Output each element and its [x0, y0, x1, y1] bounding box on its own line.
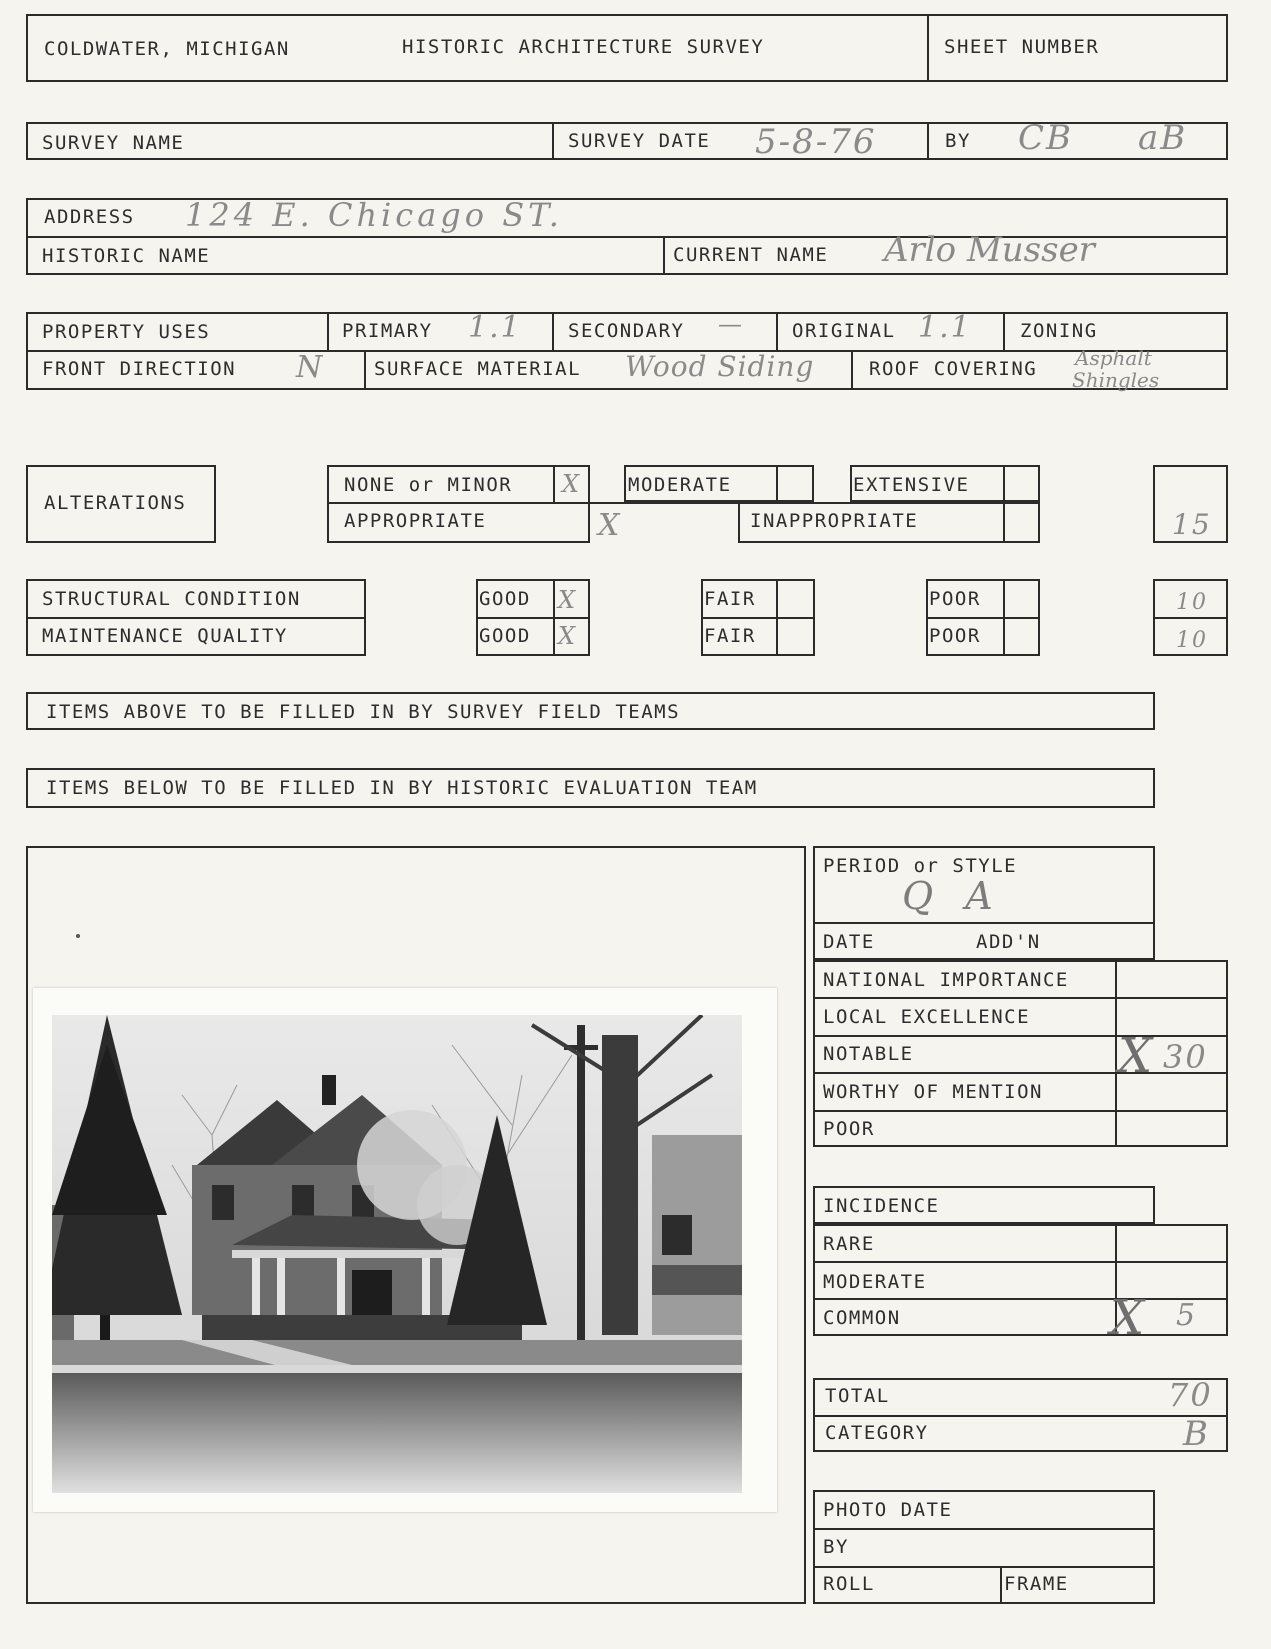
survey-date-value: 5-8-76	[755, 122, 877, 162]
roof-covering-label: ROOF COVERING	[869, 358, 1038, 380]
structural-score: 10	[1176, 590, 1208, 615]
prop-div-roof	[851, 350, 853, 390]
extensive-label: EXTENSIVE	[853, 474, 970, 496]
none-minor-label: NONE or MINOR	[344, 474, 513, 496]
importance-line-1	[813, 997, 1228, 999]
secondary-label: SECONDARY	[568, 320, 685, 342]
frame-divider	[1000, 1566, 1002, 1604]
category-label: CATEGORY	[825, 1422, 929, 1444]
prop-div-zoning	[1003, 312, 1005, 350]
poor-label-2: POOR	[929, 625, 981, 647]
moderate-incidence-label: MODERATE	[823, 1271, 927, 1293]
none-minor-check-divider	[553, 465, 555, 502]
survey-date-label: SURVEY DATE	[568, 130, 711, 152]
zoning-label: ZONING	[1020, 320, 1098, 342]
structural-mark: X	[558, 586, 578, 614]
period-date-line	[813, 922, 1155, 924]
prop-div-secondary	[552, 312, 554, 350]
paper-speck	[76, 934, 80, 938]
roll-label: ROLL	[823, 1573, 875, 1595]
common-label: COMMON	[823, 1307, 901, 1329]
photo-by-label: BY	[823, 1536, 849, 1558]
property-uses-label: PROPERTY USES	[42, 321, 211, 343]
appropriate-label: APPROPRIATE	[344, 510, 487, 532]
moderate-label: MODERATE	[628, 474, 732, 496]
importance-check-divider	[1115, 960, 1117, 1147]
survey-name-label: SURVEY NAME	[42, 132, 185, 154]
original-value: 1.1	[918, 310, 972, 345]
importance-line-4	[813, 1110, 1228, 1112]
historic-name-label: HISTORIC NAME	[42, 245, 211, 267]
poor-check-divider	[1003, 579, 1005, 656]
primary-value: 1.1	[468, 310, 522, 345]
surface-material-label: SURFACE MATERIAL	[374, 358, 582, 380]
maintenance-score: 10	[1176, 628, 1208, 653]
common-score: 5	[1176, 1298, 1198, 1333]
prop-div-original	[776, 312, 778, 350]
inappropriate-label: INAPPROPRIATE	[750, 510, 919, 532]
original-label: ORIGINAL	[792, 320, 896, 342]
structural-label: STRUCTURAL CONDITION	[42, 588, 301, 610]
front-direction-label: FRONT DIRECTION	[42, 358, 237, 380]
poor-label-1: POOR	[929, 588, 981, 610]
fair-label-1: FAIR	[704, 588, 756, 610]
note-above: ITEMS ABOVE TO BE FILLED IN BY SURVEY FIELD TEAMS	[46, 701, 681, 723]
total-value: 70	[1168, 1376, 1213, 1414]
notable-mark: X	[1118, 1028, 1155, 1084]
rare-label: RARE	[823, 1233, 875, 1255]
fair-label-2: FAIR	[704, 625, 756, 647]
incidence-label: INCIDENCE	[823, 1195, 940, 1217]
good-mid	[476, 617, 590, 619]
common-mark: X	[1110, 1290, 1147, 1346]
frame-label: FRAME	[1004, 1573, 1069, 1595]
current-name-label: CURRENT NAME	[673, 244, 829, 266]
by-label: BY	[945, 130, 971, 152]
incidence-line-1	[813, 1261, 1228, 1263]
sheet-number-label: SHEET NUMBER	[944, 36, 1100, 58]
period-style-value: Q A	[902, 874, 1003, 918]
address-label: ADDRESS	[44, 206, 135, 228]
none-minor-mark: X	[562, 470, 582, 498]
photo-info-line-1	[813, 1528, 1155, 1530]
primary-label: PRIMARY	[342, 320, 433, 342]
incidence-line-2	[813, 1298, 1228, 1300]
notable-label: NOTABLE	[823, 1043, 914, 1065]
house-photograph	[52, 1015, 742, 1493]
moderate-check-divider	[776, 465, 778, 502]
condition-score-mid	[1153, 617, 1228, 619]
survey-divider-1	[552, 122, 554, 160]
worthy-label: WORTHY OF MENTION	[823, 1081, 1043, 1103]
fair-mid	[701, 617, 815, 619]
condition-label-mid	[26, 617, 366, 619]
national-importance-label: NATIONAL IMPORTANCE	[823, 969, 1069, 991]
address-value: 124 E. Chicago ST.	[185, 196, 563, 234]
secondary-value: —	[718, 310, 744, 338]
local-excellence-label: LOCAL EXCELLENCE	[823, 1006, 1031, 1028]
by-value-2: aB	[1138, 118, 1188, 158]
photo-info-line-2	[813, 1566, 1155, 1568]
notable-score: 30	[1163, 1038, 1208, 1076]
prop-div-surface	[364, 350, 366, 390]
poor-mid	[926, 617, 1040, 619]
period-style-label: PERIOD or STYLE	[823, 855, 1018, 877]
form-title: HISTORIC ARCHITECTURE SURVEY	[402, 36, 765, 58]
alterations-label: ALTERATIONS	[44, 492, 187, 514]
date-label: DATE	[823, 931, 875, 953]
poor-eval-label: POOR	[823, 1118, 875, 1140]
city-label: COLDWATER, MICHIGAN	[44, 38, 290, 60]
roof-covering-value-2: Shingles	[1072, 368, 1160, 392]
prop-div-primary	[327, 312, 329, 350]
surface-material-value: Wood Siding	[625, 350, 815, 383]
survey-divider-2	[927, 122, 929, 160]
photo-date-label: PHOTO DATE	[823, 1499, 953, 1521]
front-direction-value: N	[296, 350, 325, 385]
alterations-score: 15	[1172, 508, 1212, 541]
good-label-2: GOOD	[479, 625, 531, 647]
current-name-value: Arlo Musser	[884, 230, 1095, 270]
header-divider	[927, 14, 929, 82]
good-label-1: GOOD	[479, 588, 531, 610]
totals-mid	[813, 1415, 1228, 1417]
maintenance-label: MAINTENANCE QUALITY	[42, 625, 288, 647]
by-value-1: CB	[1018, 118, 1073, 158]
good-check-divider	[553, 579, 555, 656]
roof-covering-value-1: Asphalt	[1075, 346, 1152, 370]
appropriate-mark: X	[598, 508, 622, 543]
maintenance-mark: X	[558, 622, 578, 650]
addn-label: ADD'N	[976, 931, 1041, 953]
category-value: B	[1183, 1414, 1210, 1454]
current-name-divider	[663, 236, 665, 275]
total-label: TOTAL	[825, 1385, 890, 1407]
importance-line-2	[813, 1035, 1228, 1037]
note-below: ITEMS BELOW TO BE FILLED IN BY HISTORIC EVALUATION TEAM	[46, 777, 758, 799]
fair-check-divider	[776, 579, 778, 656]
